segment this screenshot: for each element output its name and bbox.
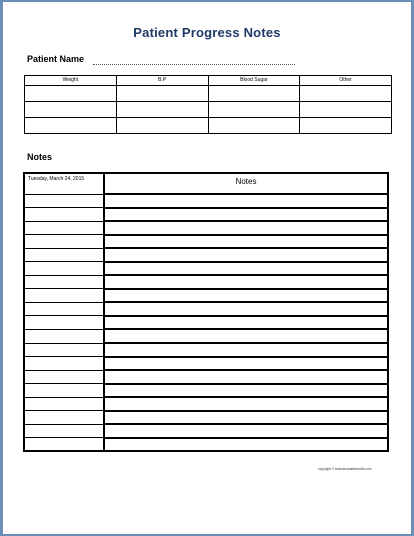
patient-name-field[interactable] bbox=[93, 64, 295, 65]
copyright-text: copyright © www.templatebundle.com bbox=[318, 467, 372, 471]
patient-name-label: Patient Name bbox=[27, 54, 85, 64]
notes-row bbox=[24, 397, 388, 411]
vitals-cell[interactable] bbox=[208, 86, 300, 102]
notes-heading: Notes bbox=[27, 152, 53, 162]
notes-date-header: Tuesday, March 24, 2015 bbox=[24, 173, 104, 194]
notes-entry-cell[interactable] bbox=[104, 262, 388, 276]
notes-date-cell[interactable] bbox=[24, 221, 104, 235]
vitals-cell[interactable] bbox=[300, 86, 392, 102]
notes-entry-cell[interactable] bbox=[104, 370, 388, 384]
notes-row bbox=[24, 235, 388, 249]
notes-entry-cell[interactable] bbox=[104, 424, 388, 438]
notes-entry-cell[interactable] bbox=[104, 438, 388, 452]
notes-row bbox=[24, 370, 388, 384]
notes-date-cell[interactable] bbox=[24, 235, 104, 249]
notes-date-cell[interactable] bbox=[24, 397, 104, 411]
notes-entry-cell[interactable] bbox=[104, 343, 388, 357]
notes-body bbox=[24, 194, 388, 451]
notes-entry-cell[interactable] bbox=[104, 275, 388, 289]
notes-entry-cell[interactable] bbox=[104, 221, 388, 235]
notes-date-cell[interactable] bbox=[24, 289, 104, 303]
notes-entry-cell[interactable] bbox=[104, 357, 388, 371]
notes-row bbox=[24, 262, 388, 276]
vitals-header-blood-sugar: Blood Sugar bbox=[208, 76, 300, 86]
notes-header-row bbox=[24, 173, 388, 194]
notes-row bbox=[24, 221, 388, 235]
vitals-row bbox=[25, 86, 392, 102]
vitals-header-other: Other bbox=[300, 76, 392, 86]
vitals-row bbox=[25, 102, 392, 118]
vitals-cell[interactable] bbox=[25, 102, 117, 118]
notes-date-cell[interactable] bbox=[24, 438, 104, 452]
notes-row bbox=[24, 275, 388, 289]
notes-entry-cell[interactable] bbox=[104, 194, 388, 208]
notes-column-header: Notes bbox=[104, 173, 388, 194]
notes-date-cell[interactable] bbox=[24, 275, 104, 289]
notes-table bbox=[23, 172, 389, 452]
notes-date-cell[interactable] bbox=[24, 370, 104, 384]
notes-row bbox=[24, 208, 388, 222]
notes-row bbox=[24, 316, 388, 330]
notes-date-cell[interactable] bbox=[24, 424, 104, 438]
vitals-cell[interactable] bbox=[116, 102, 208, 118]
notes-row bbox=[24, 302, 388, 316]
vitals-table bbox=[24, 75, 392, 134]
vitals-cell[interactable] bbox=[116, 118, 208, 134]
page-title: Patient Progress Notes bbox=[133, 25, 281, 40]
vitals-row bbox=[25, 118, 392, 134]
notes-date-cell[interactable] bbox=[24, 262, 104, 276]
vitals-cell[interactable] bbox=[300, 118, 392, 134]
notes-row bbox=[24, 248, 388, 262]
notes-entry-cell[interactable] bbox=[104, 384, 388, 398]
notes-row bbox=[24, 357, 388, 371]
vitals-cell[interactable] bbox=[25, 86, 117, 102]
vitals-cell[interactable] bbox=[300, 102, 392, 118]
notes-entry-cell[interactable] bbox=[104, 289, 388, 303]
notes-date-cell[interactable] bbox=[24, 302, 104, 316]
vitals-cell[interactable] bbox=[208, 118, 300, 134]
notes-date-cell[interactable] bbox=[24, 329, 104, 343]
notes-row bbox=[24, 289, 388, 303]
notes-row bbox=[24, 343, 388, 357]
notes-entry-cell[interactable] bbox=[104, 411, 388, 425]
notes-date-cell[interactable] bbox=[24, 208, 104, 222]
notes-entry-cell[interactable] bbox=[104, 302, 388, 316]
notes-date-cell[interactable] bbox=[24, 194, 104, 208]
notes-entry-cell[interactable] bbox=[104, 208, 388, 222]
notes-date-cell[interactable] bbox=[24, 411, 104, 425]
notes-entry-cell[interactable] bbox=[104, 329, 388, 343]
vitals-cell[interactable] bbox=[116, 86, 208, 102]
notes-entry-cell[interactable] bbox=[104, 397, 388, 411]
notes-date-cell[interactable] bbox=[24, 343, 104, 357]
notes-date-cell[interactable] bbox=[24, 316, 104, 330]
notes-entry-cell[interactable] bbox=[104, 316, 388, 330]
notes-date-cell[interactable] bbox=[24, 248, 104, 262]
notes-row bbox=[24, 411, 388, 425]
notes-row bbox=[24, 438, 388, 452]
vitals-cell[interactable] bbox=[25, 118, 117, 134]
notes-entry-cell[interactable] bbox=[104, 248, 388, 262]
vitals-cell[interactable] bbox=[208, 102, 300, 118]
notes-date-cell[interactable] bbox=[24, 384, 104, 398]
notes-row bbox=[24, 384, 388, 398]
notes-row bbox=[24, 424, 388, 438]
vitals-header-row bbox=[25, 76, 392, 86]
vitals-header-bp: B.P bbox=[116, 76, 208, 86]
vitals-header-weight: Weight bbox=[25, 76, 117, 86]
notes-row bbox=[24, 194, 388, 208]
notes-row bbox=[24, 329, 388, 343]
notes-entry-cell[interactable] bbox=[104, 235, 388, 249]
notes-date-cell[interactable] bbox=[24, 357, 104, 371]
